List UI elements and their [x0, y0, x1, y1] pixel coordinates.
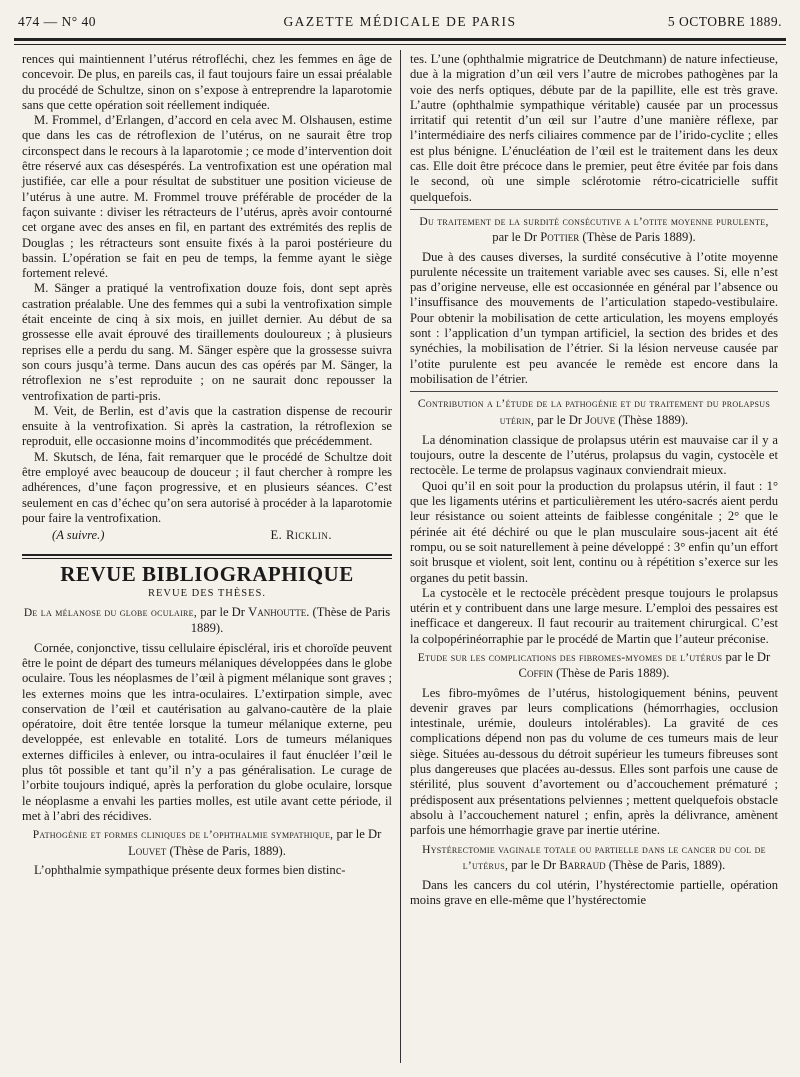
header-rule-thick [14, 38, 786, 41]
separator-rule [410, 391, 778, 392]
thesis-heading: De la mélanose du globe oculaire, par le Dr Vanhoutte. (Thèse de Paris 1889). [23, 605, 391, 636]
section-subtitle: REVUE DES THÈSES. [147, 587, 267, 599]
article-signature [22, 528, 392, 543]
section-rule [22, 554, 392, 556]
left-column [22, 52, 392, 878]
issue-date: 5 OCTOBRE 1889. [667, 14, 782, 29]
page-number: 474 — N° 40 [18, 14, 97, 29]
paragraph: M. Veit, de Berlin, est d’avis que la castration dispense de recourir ensuite à la ventrofixation. Si après la castration, la rétroflexion se reproduit, elle occasionne moins d’incommodités que précédemment. [22, 403, 392, 449]
right-column [410, 52, 778, 909]
column-separator [400, 50, 401, 1063]
paragraph: Due à des causes diverses, la surdité consécutive à l’otite moyenne purulente nécessite un traitement variable avec ses causes. Si, elle n’est pas d’origine nerveuse, elle est occasionnée en général par l’absence ou l’insuffisance des mouvements de l’articulation stapedo-vestibulaire. Pour obtenir la mobilisation de cette articulation, les moyens employés sont : l’application d’un tympan artificiel, la section des brides et des synéchies, la mobilisation de l’étrier. Si la lésion nerveuse causée par l’otite purulente est peu avancée le remède est encore dans la mobilisation de l’étrier. [410, 249, 778, 386]
thesis-heading: Etude sur les complications des fibromes-myomes de l’utérus par le Dr Coffin (Thèse de Paris 1889). [417, 649, 771, 681]
paragraph: Les fibro-myômes de l’utérus, histologiquement bénins, peuvent devenir graves par leurs complications (hémorrhagies, occlusion intestinale, urémie, douleurs intolérables). La gravité de ces complications dépend non pas du volume de ces tumeurs mais de leur siège. Situées au-dessous du détroit supérieur les tumeurs fibreuses sont plus dangereuses que placées au-dessus. Elles sont parfois une cause de stérilité, plus souvent d’avortement ou d’accouchement prématuré ; prédisposent aux présentations pelviennes ; mettent quelquefois obstacle absolu à l’accouchement naturel ; enfin, après la délivrance, amènent parfois une hémorrhagie grave par inertie utérine. [410, 685, 778, 838]
paragraph: rences qui maintiennent l’utérus rétrofléchi, chez les femmes en âge de concevoir. De plus, en pareils cas, il faut toujours faire un essai préalable du procédé de Schultze, sinon on s’expose à entreprendre la laparotomie sans que cette opération soit réellement indiquée. [22, 52, 392, 112]
thesis-heading: Du traitement de la surdité consécutive a l’otite moyenne purulente, par le Dr Pottier (Thèse de Paris 1889). [419, 215, 769, 245]
section-title: REVUE BIBLIOGRAPHIQUE [60, 561, 354, 586]
paragraph: tes. L’une (ophthalmie migratrice de Deutchmann) de nature infectieuse, due à la migration d’un œil vers l’autre de microbes pathogènes par la voie des nerfs optiques, débute par de la papillite, elle est très grave. L’autre (ophthalmie sympathique véritable) causée par un processus irritatif qui retentit d’un œil sur l’autre d’une manière réflexe, par l’intermédiaire des nerfs ciliaires commence par de l’irido-cyclite ; elles est plus bénigne. L’énucléation de l’œil est le traitement dans les deux cas. Elle doit être précoce dans le premier, peut être évitée par fois dans le second, où une simple sclérotomie rétro-cicatricielle suffit quelquefois. [410, 52, 778, 204]
paragraph: M. Frommel, d’Erlangen, d’accord en cela avec M. Olshausen, estime que dans les cas de rétroflexion de l’utérus, on ne saurait être trop circonspect dans le recours à la laparotomie ; ce mode d’intervention doit être réservé aux cas désespérés. La ventrofixation est une opération mal justifiée, car elle a pour résultat de substituer une position vicieuse de l’utérus à une autre. M. Frommel trouve préférable de procéder de la façon suivante : diviser les rétracteurs de l’utérus, après avoir contourné cet organe avec des anses en fil, en partant des extrémités des replis de Douglas ; les rétracteurs sont ensuite fixés à la paroi postérieure du bassin. L’opération se fait en peu de temps, la femme ayant le siège fortement relevé. [22, 113, 392, 281]
paragraph: M. Sänger a pratiqué la ventrofixation douze fois, dont sept après castration préalable. Une des femmes qui a subi la ventrofixation simple était enceinte de cinq à six mois, en juillet dernier. Au début de sa grossesse elle avait éprouvé des tiraillements douloureux ; à plusieurs reprises elle a perdu du sang. M. Sänger espère que la grossesse suivra son cours jusqu’à terme. Dans aucun des cas opérés par M. Sänger, la rétroflexion ne s’est reproduite ; on ne saurait donc repousser la ventrofixation de parti-pris. [22, 281, 392, 403]
separator-rule [410, 209, 778, 210]
thesis-heading: Contribution a l’étude de la pathogénie et du traitement du prolapsus utérin, par le Dr Jouve (Thèse 1889). [417, 398, 771, 427]
thesis-heading: Pathogénie et formes cliniques de l’ophthalmie sympathique, par le Dr Louvet (Thèse de Paris, 1889). [32, 827, 382, 858]
page-header [18, 14, 782, 36]
paragraph: Quoi qu’il en soit pour la production du prolapsus utérin, il faut : 1° que les ligaments utérins et particulièrement les utéro-sacrés aient perdu leur résistance ou soient atteints de faiblesse congénitale ; 2° que le périnée ait été déchiré ou que le plan musculaire sous-jacent ait été rompu, ou se soit naturellement à peine développé : 3° enfin qu’un effort soit brusque et violent, soit lent, continu ou à répétition s’exerce sur les organes du petit bassin. [410, 478, 778, 585]
journal-title: GAZETTE MÉDICALE DE PARIS [283, 14, 517, 29]
section-rule [22, 558, 392, 559]
header-rule-thin [14, 44, 786, 45]
thesis-heading: Hystérectomie vaginale totale ou partielle dans le cancer du col de l’utérus, par le Dr Barraud (Thèse de Paris, 1889). [422, 843, 766, 872]
paragraph: Dans les cancers du col utérin, l’hystérectomie partielle, opération moins grave en elle-même que l’hystérectomie [410, 878, 778, 908]
to-be-continued: (A suivre.) [52, 528, 105, 543]
paragraph: M. Skutsch, de Iéna, fait remarquer que le procédé de Schultze doit être employé avec beaucoup de douceur ; il faut chercher à rompre les adhérences, d’une façon progressive, et en plusieurs séances. C’est seulement en cas d’échec qu’on sera autorisé à procéder à la laparotomie pour faire la ventrofixation. [22, 449, 392, 525]
paragraph: La cystocèle et le rectocèle précèdent presque toujours le prolapsus utérin et y contribuent dans une large mesure. L’emploi des pessaires est inefficace et dangereux. Il faut recourir au traitement chirurgical. C’est la colpopérinéorraphie par le procédé de Martin que l’auteur préconise. [410, 585, 778, 646]
author-signature: E. Ricklin. [270, 528, 332, 543]
paragraph: L’ophthalmie sympathique présente deux formes bien distinc- [34, 862, 346, 877]
paragraph: La dénomination classique de prolapsus utérin est mauvaise car il y a toujours, outre la descente de l’utérus, prolapsus du vagin, cystocèle et rectocèle. Le terme de prolapsus vaginaux conviendrait mieux. [410, 432, 778, 478]
paragraph: Cornée, conjonctive, tissu cellulaire épiscléral, iris et choroïde peuvent être le point de départ des tumeurs mélaniques développées dans le globe oculaire. Tous les néoplasmes de l’œil à pigment mélanique sont graves ; les externes moins que les intra-oculaires. L’extirpation simple, avec conservation de l’œil et cautérisation au galvano-cautère de la plaie opératoire, doit être tentée lorsque la tumeur mélanique externe, peu developpée, est enlevable en totalité. Lors de tumeurs mélaniques externes difficiles à enlever, ou intra-oculaires il faut énucléer l’œil le plus tôt possible et tant qu’il n’y a pas généralisation. Le curage de l’orbite toujours indiqué, après la perforation du globe oculaire, lorsque le néoplasme a envahi les parties molles, est utile avant cette période, il met à l’abri des récidives. [22, 640, 392, 823]
